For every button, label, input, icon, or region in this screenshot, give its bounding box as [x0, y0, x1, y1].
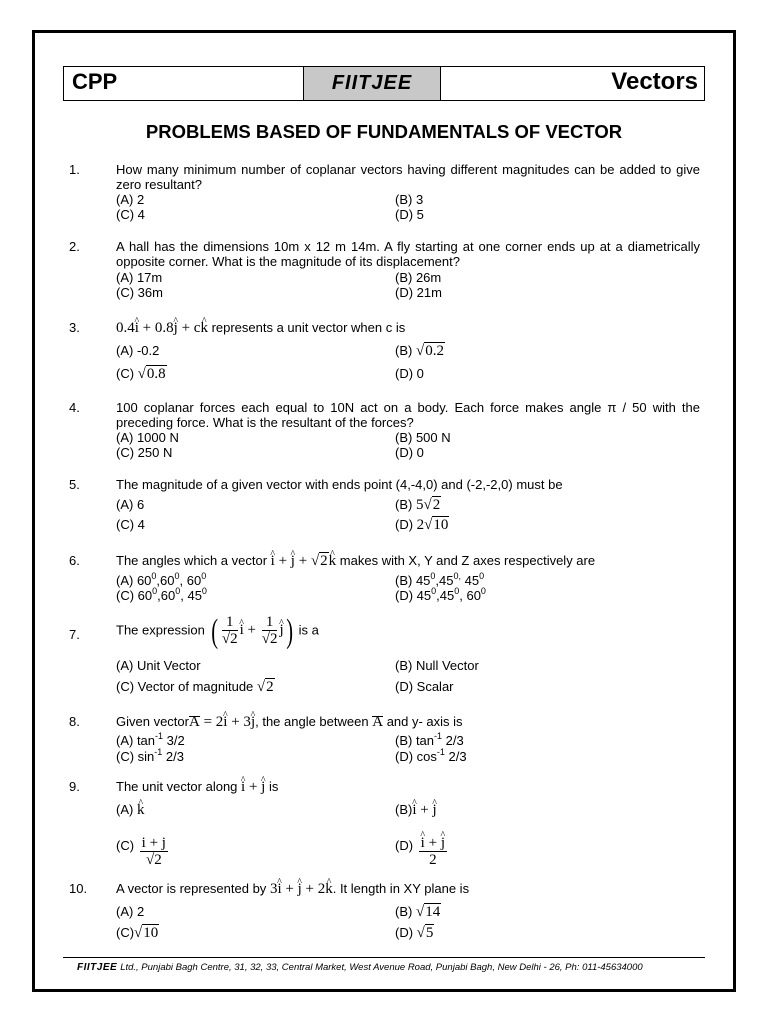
radicand: 10: [433, 517, 449, 533]
options-row: [0, 270, 768, 286]
options-row: [0, 588, 768, 604]
option-label: (D): [395, 838, 414, 853]
option-label: (D) cos: [395, 749, 437, 764]
question-text: A hall has the dimensions 10m x 12 m 14m. A fly starting at one corner ends up at a diametrically opposite corner. What is the magnitude of its displacement?: [116, 239, 700, 269]
question-line: [116, 320, 700, 336]
option-label: (A): [116, 802, 134, 817]
option-d: [395, 835, 449, 869]
question-number: 6.: [69, 553, 80, 568]
question-text: is: [268, 779, 279, 794]
option-b: [395, 497, 441, 513]
option-value: 2/3: [448, 749, 467, 764]
option-label: (B) 45: [395, 573, 431, 588]
option-a: (A) 2: [116, 904, 145, 919]
vector-symbol: A: [372, 714, 384, 730]
page-header: [63, 66, 705, 101]
question-text: The expression: [116, 622, 205, 638]
option-label: (D): [395, 925, 414, 940]
sqrt-expression: 2√10: [416, 517, 449, 533]
option-a: (A) 6: [116, 497, 145, 512]
sqrt-expression: 5√2: [415, 497, 441, 513]
option-label: (D) 45: [395, 588, 432, 603]
option-c: (C) $\sin^{-1} 2/3$: [116, 747, 184, 764]
sqrt-expression: √0.2: [415, 343, 444, 359]
question-line: [116, 714, 700, 730]
question-text: makes with X, Y and Z axes respectively are: [339, 553, 596, 568]
sqrt-expression: √14: [415, 904, 441, 920]
options-row: [0, 285, 768, 301]
option-label: (B) tan: [395, 733, 435, 748]
radicand: 2: [432, 497, 441, 513]
option-d: (D) 0: [395, 445, 424, 460]
option-d: [395, 925, 434, 941]
option-c: [116, 835, 170, 869]
option-value: 2/3: [445, 733, 464, 748]
option-a: [116, 802, 144, 818]
options-row: [0, 573, 768, 589]
option-a: (A) 1000 N: [116, 430, 179, 445]
question-number: 9.: [69, 779, 80, 794]
footer-logo: FIITJEE: [77, 962, 118, 973]
header-topic-label: Vectors: [611, 68, 698, 95]
question-text: represents a unit vector when c is: [211, 320, 406, 335]
question-number: 5.: [69, 477, 80, 492]
option-d: (D) 21m: [395, 285, 442, 300]
question-line: [116, 779, 700, 795]
option-a: (A) -0.2: [116, 343, 160, 358]
options-row: [0, 497, 768, 513]
sqrt-expression: √0.8: [137, 366, 166, 382]
option-d: [395, 517, 449, 533]
option-label: (C): [116, 838, 135, 853]
question-text: and y- axis is: [386, 714, 463, 729]
option-b: (B) 3: [395, 192, 424, 207]
option-c: [116, 925, 159, 941]
option-b: (B) 26m: [395, 270, 442, 285]
option-d: (D) $\cos^{-1} 2/3$: [395, 747, 467, 764]
question-number: 3.: [69, 320, 80, 335]
option-label: (C): [116, 366, 135, 381]
option-label: (C) 60: [116, 588, 153, 603]
question-text: Given vector: [116, 714, 189, 729]
option-a: (A) 17m: [116, 270, 163, 285]
question-line: [116, 881, 700, 897]
option-a: (A) Unit Vector: [116, 658, 201, 673]
coefficient: 2: [416, 517, 425, 533]
option-label: (C) Vector of magnitude: [116, 679, 254, 694]
options-row: [0, 904, 768, 920]
options-row: [0, 517, 768, 533]
fiitjee-logo: FIITJEE: [303, 67, 441, 100]
coefficient: 5: [415, 497, 424, 513]
question-text: The magnitude of a given vector with ends point (4,-4,0) and (-2,-2,0) must be: [116, 477, 563, 492]
options-row: [0, 430, 768, 446]
page-title: PROBLEMS BASED OF FUNDAMENTALS OF VECTOR: [145, 121, 623, 142]
option-b: [395, 343, 445, 359]
header-cpp-label: CPP: [72, 69, 118, 94]
question-line: [116, 553, 700, 569]
option-b: (B) $45^0,45^{0,}$ $45^0$: [395, 571, 485, 588]
fraction-expression: ^ $\frac{i + \^{} j}{2}$: [419, 835, 447, 869]
question-text: How many minimum number of coplanar vectors having different magnitudes can be added to give zero resultant?: [116, 162, 700, 192]
option-d: (D) $45^0,45^0$, $60^0$: [395, 586, 486, 603]
footer-divider: [63, 957, 705, 958]
option-c: (C) 4: [116, 207, 145, 222]
footer-address: Ltd., Punjabi Bagh Centre, 31, 32, 33, Central Market, West Avenue Road, Punjabi Bagh, New Delhi - 26, Ph: 011-45634000: [120, 962, 643, 973]
option-label: (B): [395, 802, 413, 817]
option-label: (B): [395, 343, 413, 358]
vector-expression: 0.4^ i + 0.8^ j + c^ k: [116, 320, 208, 336]
option-d: (D) Scalar: [395, 679, 454, 694]
option-label: (C): [116, 925, 135, 940]
option-b: (B) Null Vector: [395, 658, 479, 673]
vector-expression: ^ i + ^ j: [241, 779, 265, 795]
question-7: [0, 614, 768, 660]
question-number: 2.: [69, 239, 80, 254]
options-row: [0, 733, 768, 749]
option-value: 3/2: [166, 733, 185, 748]
question-number: 7.: [69, 627, 80, 642]
option-c: [116, 366, 167, 382]
option-label: (D): [395, 517, 414, 532]
option-b: [395, 904, 441, 920]
fraction-expression: $\frac{i + j}{√2}$: [141, 835, 166, 868]
option-label: (C) sin: [116, 749, 155, 764]
options-row: [0, 207, 768, 223]
option-label: (B): [395, 904, 413, 919]
question-number: 1.: [69, 162, 80, 177]
option-c: (C) 4: [116, 517, 145, 532]
page-footer: [77, 962, 643, 973]
question-text: The unit vector along: [116, 779, 238, 794]
options-row: [0, 679, 768, 695]
question-text: is a: [298, 622, 319, 638]
sqrt-expression: √2: [256, 679, 274, 695]
radicand: 10: [143, 925, 159, 941]
options-row: [0, 192, 768, 208]
options-row: [0, 366, 768, 382]
radicand: 2: [266, 679, 274, 695]
option-a: (A) $60^0,60^0$, $60^0$: [116, 571, 207, 588]
option-b: (B) $\tan^{-1} 2/3$: [395, 731, 464, 748]
question-text: A vector is represented by: [116, 881, 267, 896]
options-row: [0, 343, 768, 359]
question-text: The angles which a vector: [116, 553, 268, 568]
option-label: (A) 60: [116, 573, 152, 588]
vector-expression: 3^ i + ^ j + 2^ k: [270, 881, 333, 897]
options-row: [0, 824, 768, 868]
option-label: (A) tan: [116, 733, 156, 748]
radicand: 14: [425, 904, 441, 920]
option-c: (C) 36m: [116, 285, 163, 300]
question-number: 4.: [69, 400, 80, 415]
option-d: (D) 0: [395, 366, 424, 381]
option-a: (A) 2: [116, 192, 145, 207]
option-value: 2/3: [165, 749, 184, 764]
option-b: (B) 500 N: [395, 430, 451, 445]
question-text: , the angle between: [255, 714, 369, 729]
options-row: [0, 658, 768, 674]
vector-expression: ^ i + ^ j + √2^ k: [271, 553, 337, 569]
vector-expression: ^ i + ^ j: [412, 802, 436, 818]
question-line: [116, 614, 700, 648]
options-row: [0, 749, 768, 765]
option-d: (D) 5: [395, 207, 424, 222]
option-label: (B): [395, 497, 413, 512]
option-a: (A) $\tan^{-1} 3/2$: [116, 731, 185, 748]
option-c: [116, 679, 275, 695]
k-hat: ^ k: [137, 803, 145, 818]
options-row: [0, 802, 768, 818]
sqrt-expression: √10: [134, 925, 159, 941]
option-b: [395, 802, 437, 818]
option-c: (C) $60^0,60^0$, $45^0$: [116, 586, 207, 603]
radicand: 5: [425, 925, 434, 941]
question-number: 8.: [69, 714, 80, 729]
question-number: 10.: [69, 881, 88, 896]
fraction-expression: ( $\frac{1}{√2}$ ^ i + $\frac{1}{√2}$ ^ j): [209, 622, 295, 638]
vector-expression: A = 2^ i + 3^ j: [189, 714, 255, 730]
sqrt-expression: √5: [416, 925, 434, 941]
question-text: . It length in XY plane is: [332, 881, 470, 896]
radicand: 0.2: [425, 343, 444, 359]
options-row: [0, 445, 768, 461]
question-text: 100 coplanar forces each equal to 10N act on a body. Each force makes angle π / 50 with the preceding force. What is the resultant of the forces?: [116, 400, 700, 430]
option-c: (C) 250 N: [116, 445, 173, 460]
radicand: 0.8: [146, 366, 166, 382]
options-row: [0, 925, 768, 941]
